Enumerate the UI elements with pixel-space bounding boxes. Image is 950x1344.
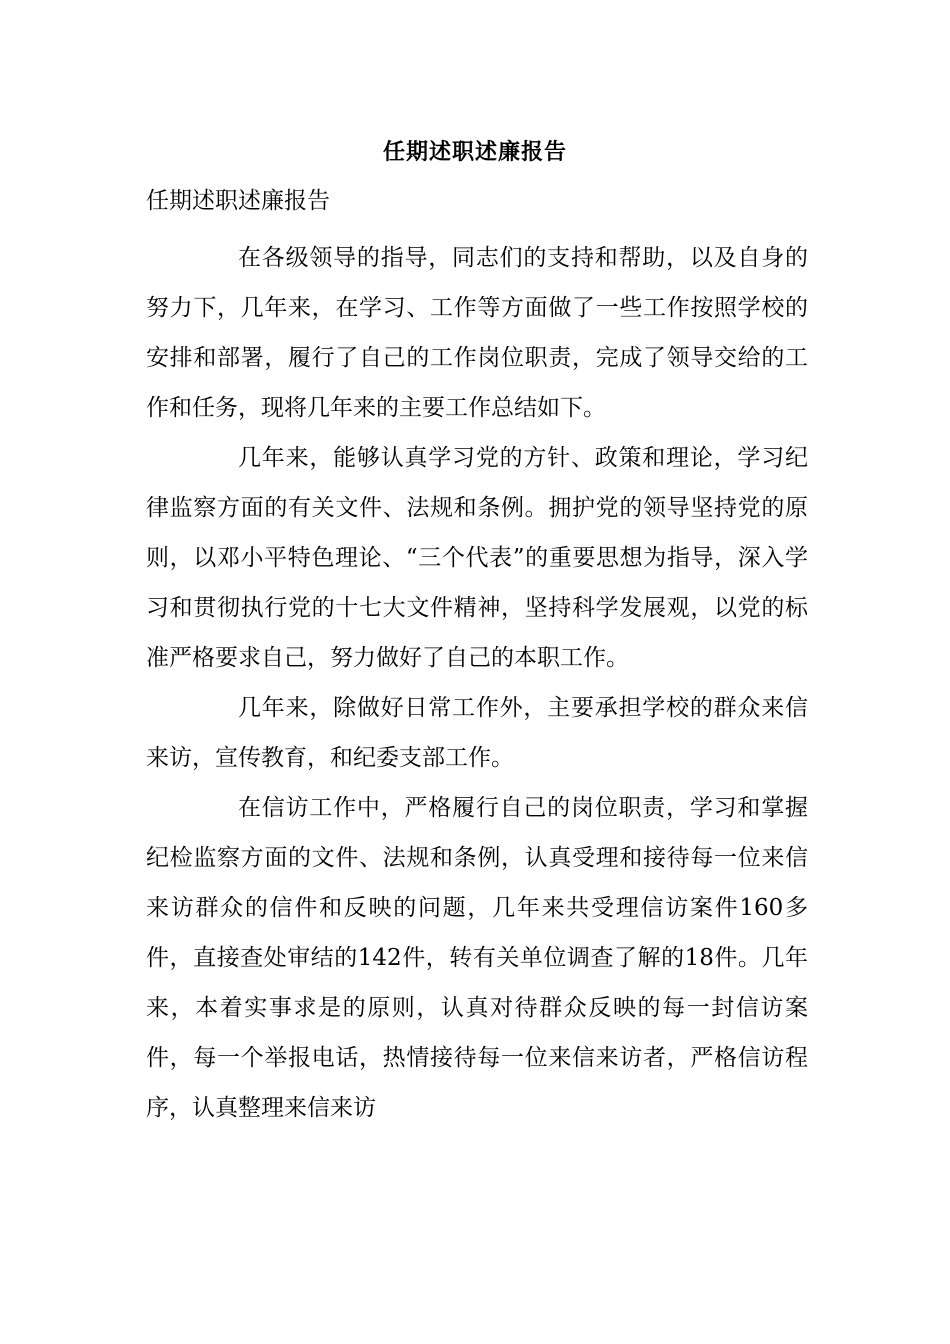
paragraph-intro: 在各级领导的指导，同志们的支持和帮助，以及自身的努力下，几年来，在学习、工作等方面做了一些工作按照学校的安排和部署，履行了自己的工作岗位职责，完成了领导交给的工作和任务，现将几年来的主要工作总结如下。 [146, 245, 808, 421]
document-title: 任期述职述廉报告 [382, 139, 567, 165]
document-subtitle: 任期述职述廉报告 [146, 188, 330, 214]
paragraph-petitions: 在信访工作中，严格履行自己的岗位职责，学习和掌握纪检监察方面的文件、法规和条例，认真受理和接待每一位来信来访群众的信件和反映的问题，几年来共受理信访案件160多件，直接查处审结的142件，转有关单位调查了解的18件。几年来，本着实事求是的原则，认真对待群众反映的每一封信访案件，每一个举报电话，热情接待每一位来信来访者，严格信访程序，认真整理来信来访 [146, 795, 808, 1121]
paragraph-study: 几年来，能够认真学习党的方针、政策和理论，学习纪律监察方面的有关文件、法规和条例。拥护党的领导坚持党的原则，以邓小平特色理论、“三个代表”的重要思想为指导，深入学习和贯彻执行党的十七大文件精神，坚持科学发展观，以党的标准严格要求自己，努力做好了自己的本职工作。 [146, 445, 808, 671]
paragraph-duties: 几年来，除做好日常工作外，主要承担学校的群众来信来访，宣传教育，和纪委支部工作。 [146, 695, 808, 771]
document-body [146, 183, 808, 1133]
